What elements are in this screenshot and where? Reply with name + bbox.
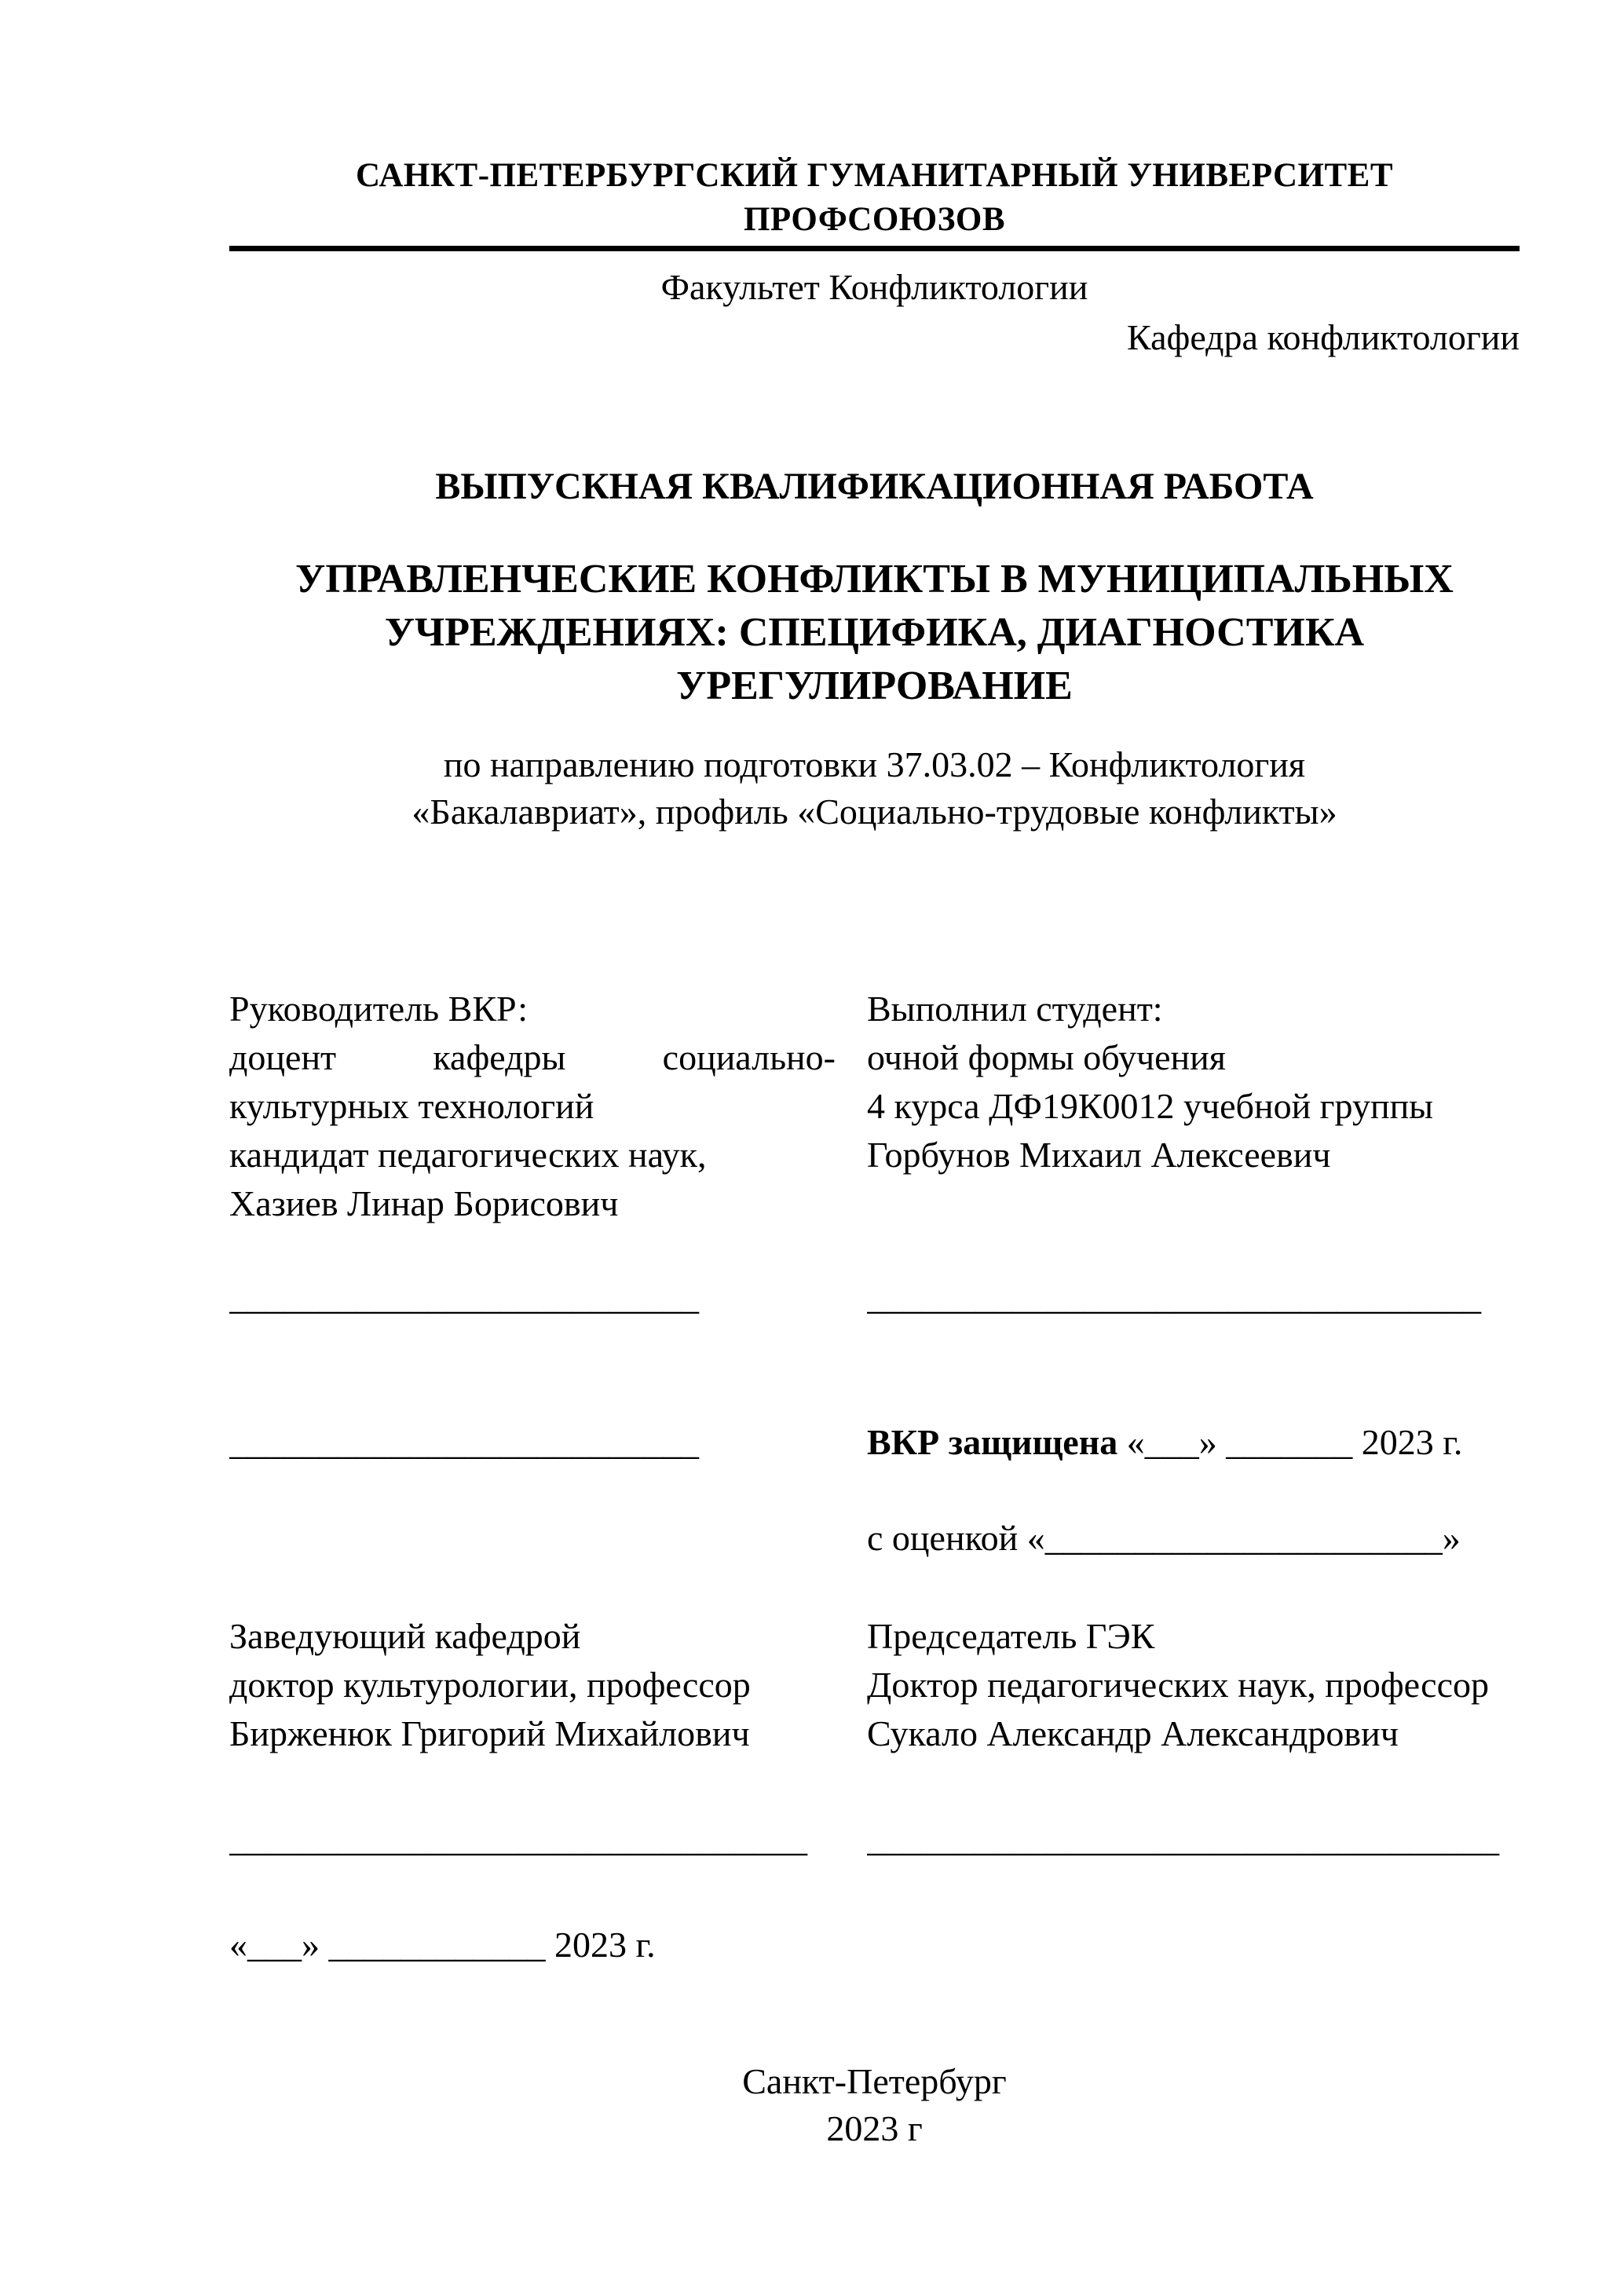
gek-chair-signature-line: ___________________________________ <box>867 1819 1499 1859</box>
supervisor-degree: кандидат педагогических наук, <box>229 1135 707 1175</box>
grade-line: с оценкой «______________________» <box>867 1518 1461 1558</box>
defense-date-line <box>867 1418 1520 1467</box>
thesis-title-line3: УРЕГУЛИРОВАНИЕ <box>676 664 1073 708</box>
supervisor-position-line1: доцент кафедры социально- <box>229 1037 836 1077</box>
persons-row-3 <box>229 1082 1520 1131</box>
defense-defended-label: ВКР защищена <box>867 1422 1118 1462</box>
supervisor-signature-line: __________________________ <box>229 1277 699 1317</box>
persons-row-4 <box>229 1131 1520 1179</box>
gek-chair-degree: Доктор педагогических наук, профессор <box>867 1665 1490 1705</box>
persons-row-5 <box>229 1179 1520 1228</box>
empty-cell <box>867 1179 1520 1228</box>
page-content <box>229 154 1520 2152</box>
student-form: очной формы обучения <box>867 1037 1226 1077</box>
date-row <box>229 1921 1520 1969</box>
work-type-heading: ВЫПУСКНАЯ КВАЛИФИКАЦИОННАЯ РАБОТА <box>435 466 1314 507</box>
head-dept-name: Бирженюк Григорий Михайлович <box>229 1713 750 1753</box>
head-dept-signature-line: ________________________________ <box>229 1819 807 1859</box>
thesis-title <box>229 553 1520 713</box>
supervisor-heading: Руководитель ВКР: <box>229 989 529 1029</box>
program-line2: «Бакалавриат», профиль «Социально-трудовые конфликты» <box>411 792 1337 832</box>
persons-row-2 <box>229 1033 1520 1082</box>
gek-chair-name: Сукало Александр Александрович <box>867 1713 1399 1753</box>
gek-chair-title: Председатель ГЭК <box>867 1616 1155 1656</box>
officials-row-degrees <box>229 1661 1520 1709</box>
header-rule <box>229 246 1520 251</box>
supervisor-position-line2: культурных технологий <box>229 1086 594 1126</box>
signature-row-2 <box>229 1418 1520 1467</box>
head-dept-degree: доктор культурологии, профессор <box>229 1665 751 1705</box>
defense-defended-blank: «___» _______ 2023 г. <box>1117 1422 1463 1462</box>
student-heading: Выполнил студент: <box>867 989 1163 1029</box>
faculty-line: Факультет Конфликтологии <box>660 267 1088 307</box>
persons-block <box>229 985 1520 1228</box>
supervisor-signature-line2: __________________________ <box>229 1422 699 1462</box>
officials-row-titles <box>229 1612 1520 1661</box>
program-block <box>229 741 1520 835</box>
signature-row-1 <box>229 1273 1520 1322</box>
university-name: САНКТ-ПЕТЕРБУРГСКИЙ ГУМАНИТАРНЫЙ УНИВЕРСИТЕТ ПРОФСОЮЗОВ <box>355 157 1394 238</box>
footer-year: 2023 г <box>826 2108 923 2148</box>
officials-row-names <box>229 1709 1520 1758</box>
student-signature-line: __________________________________ <box>867 1277 1481 1317</box>
head-dept-title: Заведующий кафедрой <box>229 1616 581 1656</box>
thesis-title-line2: УЧРЕЖДЕНИЯХ: СПЕЦИФИКА, ДИАГНОСТИКА <box>384 610 1365 655</box>
signature-row-3 <box>229 1815 1520 1863</box>
empty-cell <box>229 1514 836 1563</box>
persons-row-headings <box>229 985 1520 1033</box>
head-dept-date-line: «___» ____________ 2023 г. <box>229 1925 656 1965</box>
footer-block <box>229 2058 1520 2152</box>
department-line: Кафедра конфликтологии <box>1127 317 1520 357</box>
supervisor-name: Хазиев Линар Борисович <box>229 1183 619 1223</box>
footer-city: Санкт-Петербург <box>742 2061 1007 2101</box>
program-line1: по направлению подготовки 37.03.02 – Конфликтология <box>443 744 1306 784</box>
student-name: Горбунов Михаил Алексеевич <box>867 1135 1331 1175</box>
thesis-title-line1: УПРАВЛЕНЧЕСКИЕ КОНФЛИКТЫ В МУНИЦИПАЛЬНЫХ <box>295 557 1454 601</box>
grade-row <box>229 1514 1520 1563</box>
officials-block <box>229 1612 1520 1758</box>
empty-cell <box>867 1921 1520 1969</box>
student-group: 4 курса ДФ19К0012 учебной группы <box>867 1086 1434 1126</box>
